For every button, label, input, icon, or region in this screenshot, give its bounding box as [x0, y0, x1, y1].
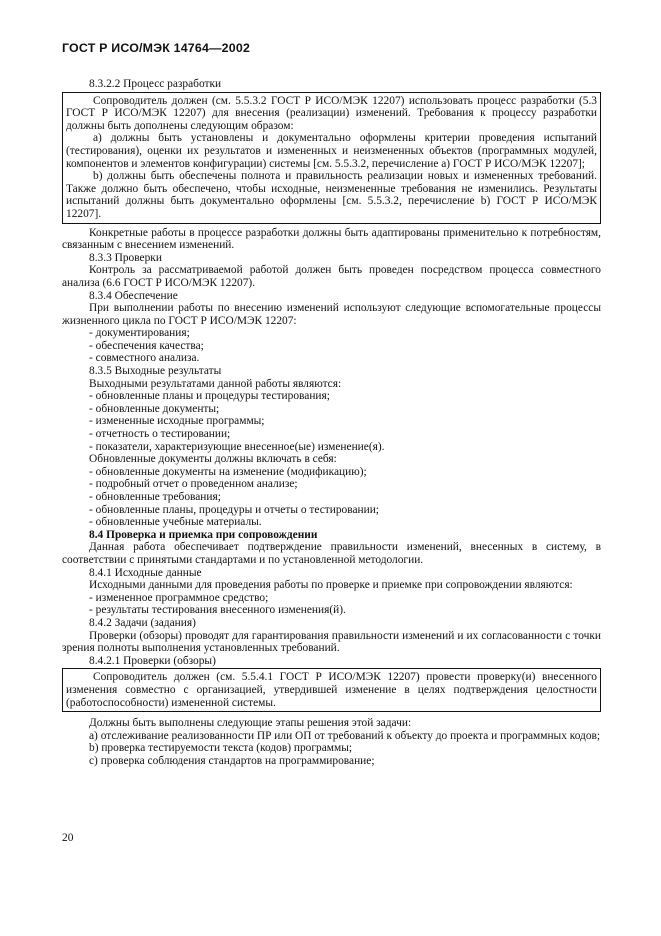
- paragraph: При выполнении работы по внесению изменений используют следующие вспомогательные процессы жизненного цикла по ГОСТ Р ИСО/МЭК 12207:: [62, 302, 601, 327]
- list-item: - обеспечения качества;: [62, 340, 601, 353]
- requirement-box: [62, 668, 601, 712]
- list-item: - подробный отчет о проведенном анализе;: [62, 478, 601, 491]
- paragraph: Сопроводитель должен (см. 5.5.4.1 ГОСТ Р ИСО/МЭК 12207) провести проверку(и) внесенного изменения совместно с организацией, утвердившей изменение в целях подтверждения целостности (работоспособности) измененной системы.: [66, 671, 597, 709]
- section-heading: 8.4 Проверка и приемка при сопровождении: [89, 528, 318, 541]
- list-item: - отчетность о тестировании;: [62, 428, 601, 441]
- paragraph: Обновленные документы должны включать в себя:: [89, 453, 337, 466]
- section-heading: 8.3.4 Обеспечение: [89, 289, 178, 302]
- paragraph: Сопроводитель должен (см. 5.5.3.2 ГОСТ Р ИСО/МЭК 12207) использовать процесс разработки (5.3 ГОСТ Р ИСО/МЭК 12207) для внесения (реализации) изменений. Требования к процессу разработки должны быть дополнены следующим образом:: [66, 94, 597, 132]
- requirement-box: [62, 92, 601, 224]
- paragraph: Контроль за рассматриваемой работой должен быть проведен посредством процесса совместного анализа (6.6 ГОСТ Р ИСО/МЭК 12207).: [62, 264, 601, 289]
- paragraph: Должны быть выполнены следующие этапы решения этой задачи:: [89, 717, 412, 730]
- section-heading: 8.3.2.2 Процесс разработки: [89, 78, 222, 90]
- list-item: - результаты тестирования внесенного изменения(й).: [62, 604, 601, 617]
- page-content: [62, 78, 601, 767]
- list-item: b) должны быть обеспечены полнота и правильность реализации новых и измененных требований. Также должно быть обеспечено, чтобы исходные, неизмененные требования не изменились. Результаты испытаний должны быть документально оформлены [см. 5.5.3.2, перечисление b) ГОСТ Р ИСО/МЭК 12207].: [66, 170, 597, 220]
- list-item: - измененные исходные программы;: [62, 415, 601, 428]
- paragraph: Проверки (обзоры) проводят для гарантирования правильности изменений и их согласованности с точки зрения полноты выполнения установленных требований.: [62, 629, 601, 655]
- list-item: а) должны быть установлены и документально оформлены критерии проведения испытаний (тестирования), оценки их результатов и измененных и неизмененных объектов (программных модулей, компонентов и элементов конфигурации) системы [см. 5.5.3.2, перечисление а) ГОСТ Р ИСО/МЭК 12207];: [66, 132, 597, 170]
- section-heading: 8.4.2.1 Проверки (обзоры): [89, 654, 216, 667]
- list-item: - обновленные документы;: [62, 403, 601, 416]
- section-heading: 8.4.2 Задачи (задания): [89, 616, 196, 629]
- list-item: - обновленные планы и процедуры тестирования;: [62, 390, 601, 403]
- paragraph: Исходными данными для проведения работы по проверке и приемке при сопровождении являются:: [89, 579, 573, 592]
- paragraph: Конкретные работы в процессе разработки должны быть адаптированы применительно к потребностям, связанным с внесением изменений.: [62, 226, 601, 252]
- list-item: - показатели, характеризующие внесенное(ые) изменение(я).: [62, 441, 601, 454]
- list-item: с) проверка соблюдения стандартов на программирование;: [89, 754, 375, 767]
- paragraph: Данная работа обеспечивает подтверждение правильности изменений, внесенных в систему, в соответствии с принятыми стандартами и по установленной методологии.: [62, 541, 601, 566]
- section-heading: 8.4.1 Исходные данные: [89, 566, 202, 579]
- list-item: - обновленные учебные материалы.: [62, 516, 601, 529]
- list-item: - обновленные требования;: [62, 491, 601, 504]
- list-item: - документирования;: [62, 327, 601, 340]
- list-item: - измененное программное средство;: [62, 592, 601, 605]
- list-item: - совместного анализа.: [62, 352, 601, 365]
- list-item: - обновленные планы, процедуры и отчеты о тестировании;: [62, 504, 601, 517]
- paragraph: Выходными результатами данной работы являются:: [89, 377, 342, 390]
- section-heading: 8.3.5 Выходные результаты: [89, 365, 222, 378]
- list-item: b) проверка тестируемости текста (кодов) программы;: [89, 742, 353, 755]
- list-item: - обновленные документы на изменение (модификацию);: [62, 466, 601, 479]
- page-header: ГОСТ Р ИСО/МЭК 14764—2002: [62, 41, 251, 55]
- section-heading: 8.3.3 Проверки: [89, 251, 162, 264]
- page-number: 20: [62, 832, 74, 844]
- list-item: а) отслеживание реализованности ПР или ОП от требований к объекту до проекта и программных кодов;: [89, 729, 601, 742]
